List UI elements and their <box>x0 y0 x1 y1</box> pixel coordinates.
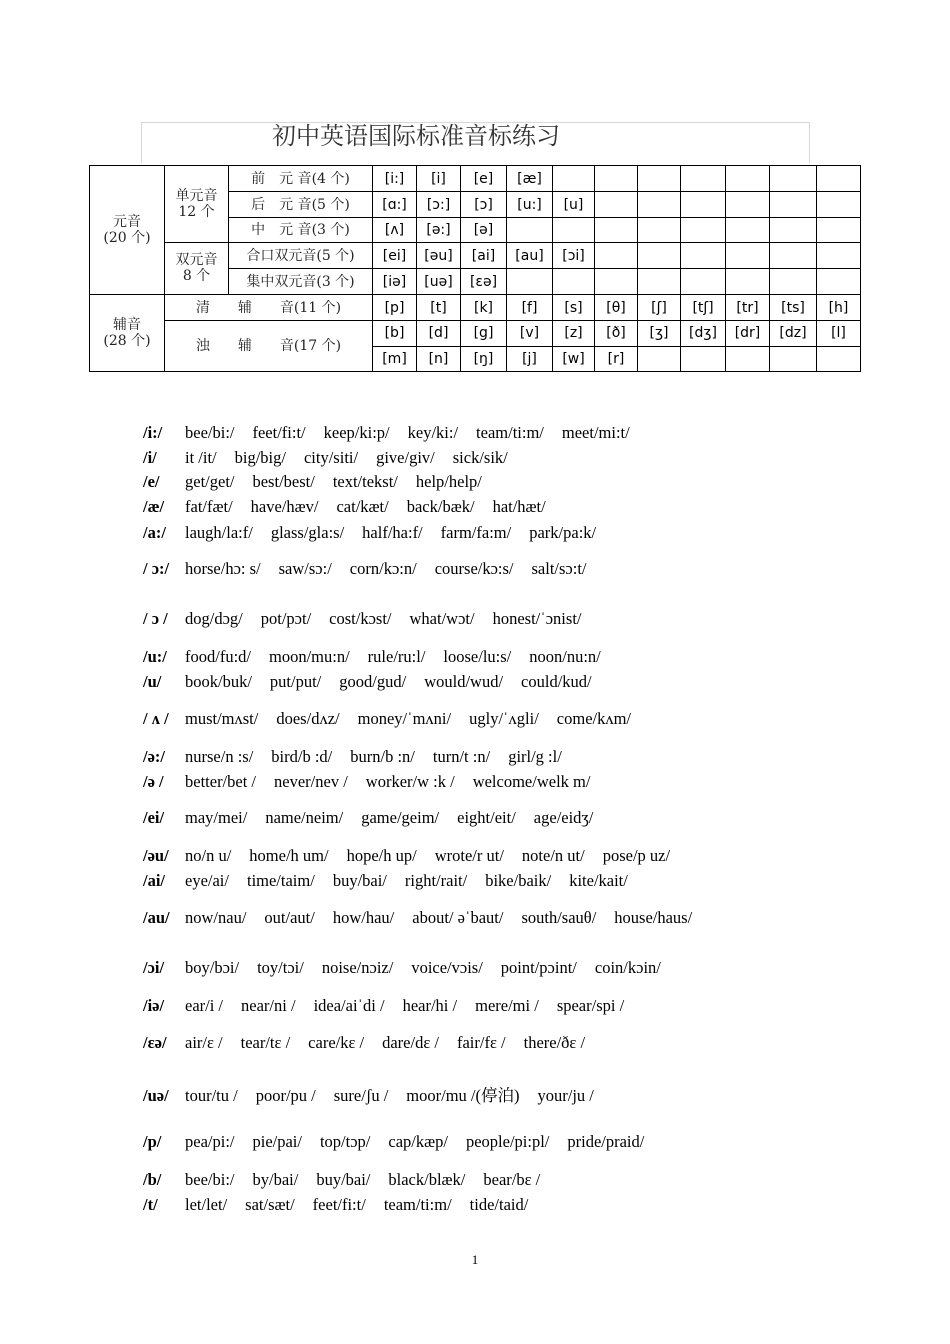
example-word: cat/kæt/ <box>336 497 389 516</box>
example-word: tear/tε / <box>240 1033 291 1052</box>
phonetic-symbol-cell <box>595 269 638 294</box>
example-word: near/ni / <box>241 996 296 1015</box>
phoneme-key: /b/ <box>143 1170 162 1189</box>
example-word: how/hau/ <box>332 908 395 927</box>
example-word: meet/mi:t/ <box>561 423 630 442</box>
phonetic-symbol-cell <box>726 192 770 217</box>
practice-line <box>143 497 564 517</box>
phonetic-symbol-cell <box>595 217 638 242</box>
practice-line <box>143 448 526 468</box>
phonetic-symbol-cell: [dʒ] <box>681 321 726 346</box>
example-word: feet/fi:t/ <box>312 1195 366 1214</box>
example-word: bear/bε / <box>483 1170 541 1189</box>
example-word: sure/ʃu / <box>333 1086 389 1105</box>
category-label <box>165 321 373 372</box>
example-word: let/let/ <box>185 1195 228 1214</box>
phonetic-symbol-cell: [l] <box>817 321 861 346</box>
phonetic-symbol-cell <box>770 217 817 242</box>
phonetic-symbol-cell <box>770 269 817 294</box>
vowels-label <box>90 166 165 295</box>
phonetic-symbol-cell: [e] <box>461 166 507 192</box>
practice-line <box>143 908 710 928</box>
practice-line <box>143 996 642 1016</box>
example-word: come/kʌm/ <box>556 709 632 728</box>
category-label-text: 前 元 音(4 个) <box>251 170 350 187</box>
example-word: loose/lu:s/ <box>443 647 512 666</box>
category-label <box>229 166 373 192</box>
phonetic-symbol-cell <box>817 243 861 269</box>
phonetic-symbol-cell: [æ] <box>507 166 553 192</box>
example-word: tide/taid/ <box>469 1195 529 1214</box>
category-label <box>229 269 373 294</box>
example-word: right/rait/ <box>404 871 468 890</box>
phoneme-key: /p/ <box>143 1132 162 1151</box>
example-word: give/giv/ <box>376 448 435 467</box>
example-word: back/bæk/ <box>406 497 475 516</box>
example-word: care/kε / <box>308 1033 365 1052</box>
example-word: would/wud/ <box>424 672 504 691</box>
practice-line <box>143 423 648 443</box>
example-word: bee/bi:/ <box>185 1170 235 1189</box>
example-word: noise/nɔiz/ <box>321 958 394 977</box>
phonetic-symbol-cell: [ai] <box>461 243 507 269</box>
example-word: hope/h up/ <box>346 846 417 865</box>
example-word: hear/hi / <box>402 996 458 1015</box>
phonetic-symbol-cell <box>726 346 770 371</box>
phonetic-symbol-cell <box>507 217 553 242</box>
phonetic-symbol-cell: [w] <box>553 346 595 371</box>
phonetic-symbol-cell <box>681 166 726 192</box>
example-word: pose/p uz/ <box>602 846 671 865</box>
phonetic-symbol-cell <box>681 243 726 269</box>
phonetic-symbol-cell: [u:] <box>507 192 553 217</box>
example-word: big/big/ <box>234 448 286 467</box>
phoneme-key: / ʌ / <box>143 709 169 728</box>
example-word: voice/vɔis/ <box>411 958 483 977</box>
example-word: moor/mu /(停泊) <box>406 1086 520 1105</box>
phonetic-symbol-cell <box>770 243 817 269</box>
example-word: key/ki:/ <box>407 423 459 442</box>
example-word: better/bet / <box>185 772 257 791</box>
example-word: keep/ki:p/ <box>323 423 390 442</box>
phoneme-key: /a:/ <box>143 523 166 542</box>
phonetic-symbol-cell: [dr] <box>726 321 770 346</box>
phonetic-symbol-cell <box>817 166 861 192</box>
phoneme-key: /e/ <box>143 472 160 491</box>
example-word: text/tekst/ <box>332 472 398 491</box>
phonetic-symbol-cell <box>726 269 770 294</box>
example-word: buy/bai/ <box>316 1170 371 1189</box>
phonetic-symbol-cell: [ts] <box>770 294 817 320</box>
example-word: saw/sɔ:/ <box>278 559 332 578</box>
example-word: honest/ˈɔnist/ <box>492 609 582 628</box>
practice-line <box>143 523 614 543</box>
example-word: worker/w :k / <box>365 772 455 791</box>
phonetic-symbol-cell <box>638 166 681 192</box>
example-word: there/ðε / <box>523 1033 586 1052</box>
example-word: time/taim/ <box>246 871 315 890</box>
phoneme-key: /ɔi/ <box>143 958 165 977</box>
page-number: 1 <box>471 1252 479 1267</box>
example-word: best/best/ <box>252 472 315 491</box>
example-word: does/dʌz/ <box>276 709 340 728</box>
example-word: idea/aiˈdi / <box>313 996 385 1015</box>
example-word: sick/sik/ <box>452 448 508 467</box>
example-word: feet/fi:t/ <box>252 423 306 442</box>
example-word: glass/gla:s/ <box>270 523 345 542</box>
phoneme-key: /au/ <box>143 908 170 927</box>
phonetic-symbol-cell <box>681 192 726 217</box>
example-word: get/get/ <box>185 472 235 491</box>
example-word: laugh/la:f/ <box>185 523 253 542</box>
practice-line <box>143 1170 558 1190</box>
phonetic-symbol-cell: [i:] <box>373 166 417 192</box>
example-word: salt/sɔ:t/ <box>531 559 587 578</box>
category-label-text: 中 元 音(3 个) <box>251 221 350 238</box>
example-word: team/ti:m/ <box>476 423 544 442</box>
example-word: fair/fε / <box>456 1033 506 1052</box>
practice-line <box>143 609 599 629</box>
example-word: turn/t :n/ <box>432 747 491 766</box>
example-word: boy/bɔi/ <box>185 958 240 977</box>
phonetic-symbol-cell: [ð] <box>595 321 638 346</box>
practice-line <box>143 846 688 866</box>
phoneme-key: /i/ <box>143 448 157 467</box>
example-word: good/gud/ <box>339 672 407 691</box>
example-word: no/n u/ <box>185 846 232 865</box>
phonetic-symbol-cell: [p] <box>373 294 417 320</box>
phonetic-symbol-cell <box>595 166 638 192</box>
category-label <box>229 243 373 269</box>
practice-line <box>143 472 500 492</box>
phonetic-row <box>90 294 861 320</box>
example-word: cost/kɔst/ <box>329 609 392 628</box>
example-word: pie/pai/ <box>252 1132 302 1151</box>
category-label-text: 合口双元音(5 个) <box>246 247 355 264</box>
practice-line <box>143 772 608 792</box>
example-word: now/nau/ <box>185 908 247 927</box>
phoneme-key: /ə:/ <box>143 747 165 766</box>
practice-line <box>143 672 610 692</box>
example-word: money/ˈmʌni/ <box>357 709 452 728</box>
phonetic-symbol-cell <box>681 217 726 242</box>
phonetic-symbol-cell <box>726 166 770 192</box>
example-word: note/n ut/ <box>521 846 585 865</box>
example-word: girl/g :l/ <box>508 747 562 766</box>
example-word: burn/b :n/ <box>350 747 415 766</box>
category-label-text: 清 辅 音(11 个) <box>195 299 342 316</box>
phonetic-symbol-cell <box>638 243 681 269</box>
vowels-label-text: 元音 <box>113 213 141 230</box>
example-word: could/kud/ <box>521 672 592 691</box>
monophthong-label-text: 12 个 <box>178 204 215 221</box>
phonetic-symbol-cell <box>770 166 817 192</box>
example-word: air/ε / <box>185 1033 223 1052</box>
practice-line <box>143 1132 662 1152</box>
phonetic-symbol-cell: [uə] <box>417 269 461 294</box>
example-word: ear/i / <box>185 996 224 1015</box>
diphthong-label-text: 8 个 <box>182 268 211 285</box>
phonetic-symbol-cell <box>770 346 817 371</box>
phonetic-symbol-cell: [v] <box>507 321 553 346</box>
phonetic-symbol-cell: [s] <box>553 294 595 320</box>
phoneme-key: /æ/ <box>143 497 165 516</box>
phonetic-symbol-cell: [ɑ:] <box>373 192 417 217</box>
example-word: nurse/n :s/ <box>185 747 254 766</box>
example-word: toy/tɔi/ <box>257 958 304 977</box>
practice-line <box>143 559 605 579</box>
example-word: moon/mu:n/ <box>269 647 350 666</box>
example-word: wrote/r ut/ <box>434 846 504 865</box>
phonetic-symbol-cell <box>638 217 681 242</box>
practice-line <box>143 808 611 828</box>
phonetic-symbol-cell: [ŋ] <box>461 346 507 371</box>
phonetic-symbol-cell: [k] <box>461 294 507 320</box>
example-word: coin/kɔin/ <box>594 958 661 977</box>
phonetic-symbol-cell: [ʒ] <box>638 321 681 346</box>
phonetic-symbol-cell: [ʌ] <box>373 217 417 242</box>
phoneme-key: / ɔ:/ <box>143 559 170 578</box>
phoneme-key: /əu/ <box>143 846 169 865</box>
example-word: dog/dɔg/ <box>185 609 243 628</box>
practice-line <box>143 647 619 667</box>
practice-line <box>143 958 679 978</box>
example-word: half/ha:f/ <box>362 523 423 542</box>
example-word: name/neim/ <box>265 808 344 827</box>
example-word: eye/ai/ <box>185 871 229 890</box>
phonetic-symbol-cell: [f] <box>507 294 553 320</box>
consonants-label-text: 辅音 <box>113 316 141 333</box>
practice-line <box>143 1033 603 1053</box>
example-word: food/fu:d/ <box>185 647 251 666</box>
phoneme-key: /u/ <box>143 672 162 691</box>
practice-line <box>143 1195 546 1215</box>
example-word: buy/bai/ <box>332 871 387 890</box>
example-word: course/kɔ:s/ <box>434 559 514 578</box>
phoneme-key: /t/ <box>143 1195 158 1214</box>
phonetic-symbol-cell: [əu] <box>417 243 461 269</box>
phonetic-symbol-cell <box>507 269 553 294</box>
phoneme-key: /εə/ <box>143 1033 167 1052</box>
phonetic-symbol-cell: [ɔ:] <box>417 192 461 217</box>
phoneme-key: /ei/ <box>143 808 165 827</box>
category-label-text: 浊 辅 音(17 个) <box>195 338 342 355</box>
example-word: home/h um/ <box>249 846 329 865</box>
phonetic-symbol-cell <box>553 166 595 192</box>
monophthong-label <box>165 166 229 243</box>
phonetic-symbol-cell <box>817 217 861 242</box>
phoneme-key: / ɔ / <box>143 609 168 628</box>
page-title: 初中英语国际标准音标练习 <box>272 122 560 150</box>
phonetic-symbol-cell: [i] <box>417 166 461 192</box>
phonetic-symbol-cell <box>817 269 861 294</box>
example-word: bird/b :d/ <box>271 747 333 766</box>
example-word: top/tɔp/ <box>319 1132 371 1151</box>
phonetic-row <box>90 166 861 192</box>
example-word: pot/pɔt/ <box>260 609 312 628</box>
phonetic-symbol-cell: [ə:] <box>417 217 461 242</box>
phoneme-key: /ai/ <box>143 871 166 890</box>
example-word: spear/spi / <box>556 996 625 1015</box>
example-word: eight/eit/ <box>457 808 516 827</box>
example-word: help/help/ <box>415 472 482 491</box>
category-label <box>229 217 373 242</box>
category-label <box>165 294 373 320</box>
phonetic-symbol-cell <box>638 269 681 294</box>
phoneme-key: /iə/ <box>143 996 165 1015</box>
example-word: poor/pu / <box>255 1086 316 1105</box>
phonetic-symbol-cell <box>770 192 817 217</box>
example-word: mere/mi / <box>475 996 539 1015</box>
practice-line <box>143 1082 612 1106</box>
category-label <box>229 192 373 217</box>
phonetic-symbol-cell: [b] <box>373 321 417 346</box>
phonetic-symbol-cell <box>638 192 681 217</box>
category-label-text: 后 元 音(5 个) <box>251 196 350 213</box>
phonetic-row <box>90 321 861 346</box>
phonetic-symbol-cell: [θ] <box>595 294 638 320</box>
phonetic-symbol-cell: [dz] <box>770 321 817 346</box>
example-word: pea/pi:/ <box>185 1132 235 1151</box>
consonants-label <box>90 294 165 371</box>
phonetic-symbol-cell: [ɛə] <box>461 269 507 294</box>
phoneme-key: /i:/ <box>143 423 163 442</box>
phonetic-symbol-cell: [ʃ] <box>638 294 681 320</box>
example-word: corn/kɔ:n/ <box>349 559 417 578</box>
example-word: noon/nu:n/ <box>529 647 601 666</box>
phonetic-symbol-cell <box>595 192 638 217</box>
phonetic-symbol-cell: [ɔ] <box>461 192 507 217</box>
phonetic-symbol-cell <box>726 217 770 242</box>
phonetic-row <box>90 243 861 269</box>
example-word: park/pa:k/ <box>529 523 597 542</box>
example-word: game/geim/ <box>361 808 440 827</box>
example-word: it /it/ <box>185 448 217 467</box>
example-word: out/aut/ <box>264 908 315 927</box>
example-word: bike/baik/ <box>485 871 552 890</box>
phonetic-symbol-cell: [iə] <box>373 269 417 294</box>
phonetic-symbol-cell <box>681 269 726 294</box>
consonants-label-text: (28 个) <box>103 332 151 349</box>
example-word: your/ju / <box>537 1086 594 1105</box>
example-word: farm/fa:m/ <box>440 523 512 542</box>
phonetic-symbol-cell: [ei] <box>373 243 417 269</box>
phonetic-symbol-cell <box>553 269 595 294</box>
example-word: by/bai/ <box>252 1170 299 1189</box>
phonetic-symbol-cell <box>638 346 681 371</box>
example-word: put/put/ <box>269 672 322 691</box>
phoneme-key: /ə / <box>143 772 164 791</box>
phoneme-key: /uə/ <box>143 1086 169 1105</box>
example-word: tour/tu / <box>185 1086 238 1105</box>
example-word: may/mei/ <box>185 808 248 827</box>
monophthong-label-text: 单元音 <box>175 188 218 205</box>
example-word: must/mʌst/ <box>185 709 259 728</box>
phonetic-symbol-cell: [ə] <box>461 217 507 242</box>
example-word: fat/fæt/ <box>185 497 233 516</box>
example-word: what/wɔt/ <box>409 609 475 628</box>
example-word: book/buk/ <box>185 672 252 691</box>
phonetic-symbol-cell: [t] <box>417 294 461 320</box>
phonetic-symbol-cell <box>681 346 726 371</box>
practice-line <box>143 871 646 891</box>
example-word: team/ti:m/ <box>383 1195 452 1214</box>
example-word: never/nev / <box>274 772 348 791</box>
example-word: kite/kait/ <box>569 871 628 890</box>
example-word: black/blæk/ <box>388 1170 466 1189</box>
practice-line <box>143 709 649 729</box>
example-word: south/sauθ/ <box>521 908 597 927</box>
example-word: pride/praid/ <box>567 1132 645 1151</box>
phonetic-symbol-cell: [au] <box>507 243 553 269</box>
example-word: dare/dε / <box>382 1033 439 1052</box>
example-word: have/hæv/ <box>250 497 319 516</box>
phonetic-symbol-cell: [tʃ] <box>681 294 726 320</box>
phonetic-symbol-cell <box>726 243 770 269</box>
phonetic-table <box>89 165 861 372</box>
practice-line <box>143 747 580 767</box>
phonetic-symbol-cell: [tr] <box>726 294 770 320</box>
phonetic-symbol-cell <box>595 243 638 269</box>
example-word: bee/bi:/ <box>185 423 235 442</box>
phonetic-symbol-cell: [z] <box>553 321 595 346</box>
example-word: rule/ru:l/ <box>367 647 426 666</box>
example-word: sat/sæt/ <box>245 1195 295 1214</box>
diphthong-label-text: 双元音 <box>175 252 218 269</box>
phonetic-symbol-cell: [j] <box>507 346 553 371</box>
example-word: house/haus/ <box>614 908 693 927</box>
diphthong-label <box>165 243 229 295</box>
phonetic-symbol-cell <box>553 217 595 242</box>
example-word: point/pɔint/ <box>500 958 577 977</box>
phonetic-symbol-cell: [n] <box>417 346 461 371</box>
phoneme-key: /u:/ <box>143 647 167 666</box>
example-word: cap/kæp/ <box>388 1132 448 1151</box>
example-word: people/pi:pl/ <box>465 1132 550 1151</box>
example-word: about/ əˈbaut/ <box>412 908 504 927</box>
example-word: hat/hæt/ <box>492 497 546 516</box>
example-word: horse/hɔ: s/ <box>185 559 261 578</box>
phonetic-symbol-cell: [d] <box>417 321 461 346</box>
example-word: welcome/welk m/ <box>472 772 591 791</box>
phonetic-symbol-cell: [ɔi] <box>553 243 595 269</box>
phonetic-symbol-cell: [r] <box>595 346 638 371</box>
phonetic-symbol-cell: [g] <box>461 321 507 346</box>
phonetic-symbol-cell: [u] <box>553 192 595 217</box>
phonetic-symbol-cell <box>817 346 861 371</box>
example-word: age/eidʒ/ <box>533 808 594 827</box>
vowels-label-text: (20 个) <box>103 229 151 246</box>
phonetic-symbol-cell: [h] <box>817 294 861 320</box>
example-word: ugly/ˈʌgli/ <box>469 709 539 728</box>
phonetic-symbol-cell <box>817 192 861 217</box>
phonetic-symbol-cell: [m] <box>373 346 417 371</box>
category-label-text: 集中双元音(3 个) <box>246 273 355 290</box>
example-word: city/siti/ <box>303 448 359 467</box>
